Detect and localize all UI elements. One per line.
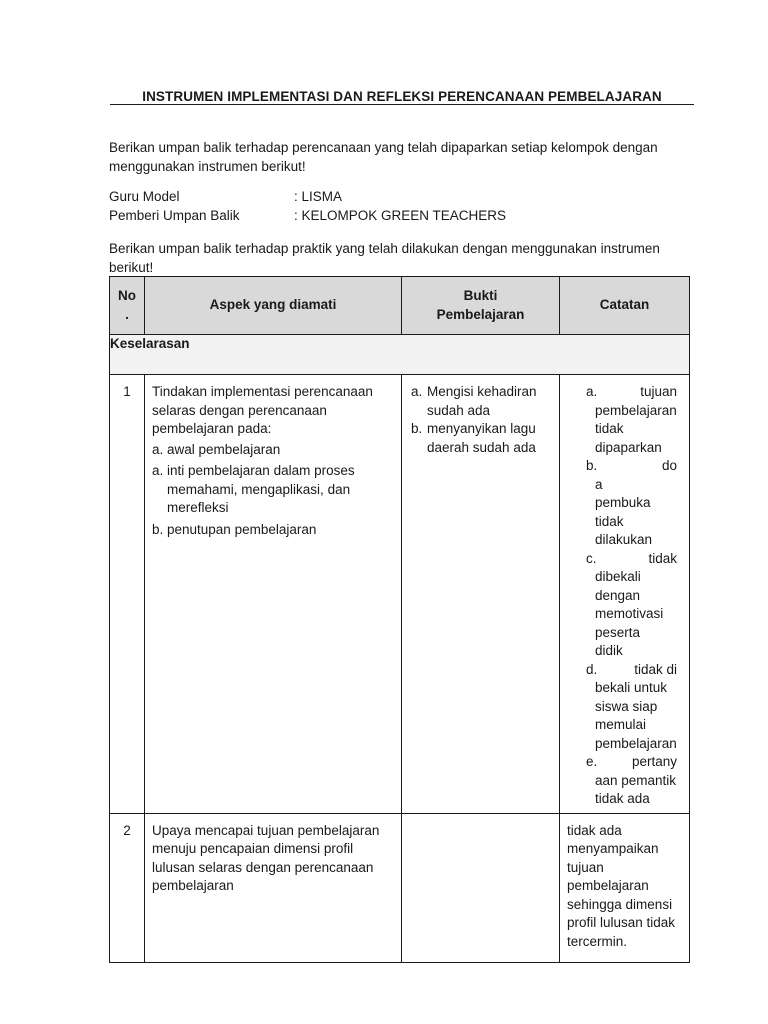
list-item-text: dengan: [595, 587, 641, 603]
list-item-text: pembelajaran: [595, 402, 677, 418]
list-item-text: siswa siap: [595, 698, 658, 714]
list-item: [566, 457, 683, 550]
list-item-text: bekali untuk: [595, 680, 668, 695]
list-item: [152, 441, 395, 460]
row2-number: 2: [110, 813, 145, 962]
title-underline: [110, 104, 694, 105]
list-item: [409, 383, 553, 420]
header-catatan-label: Catatan: [599, 297, 650, 313]
header-aspek: [145, 277, 402, 335]
list-item-text: penutupan pembelajaran: [167, 521, 317, 537]
table-row: [110, 375, 690, 814]
list-item-text: pembelajaran: [595, 735, 677, 751]
list-marker: c.: [586, 550, 597, 566]
list-item-text: tidak: [648, 550, 677, 566]
header-no: [110, 277, 145, 335]
header-bukti-label: Bukti Pembelajaran: [436, 288, 525, 322]
observation-table: [109, 276, 690, 963]
pemberi-umpan-balik-value: : KELOMPOK GREEN TEACHERS: [294, 208, 507, 223]
list-marker: e.: [586, 754, 598, 769]
list-item-text: menyanyikan lagu daerah sudah ada: [427, 421, 536, 455]
list-marker: b.: [586, 458, 598, 473]
list-item: [409, 420, 553, 457]
row1-number: 1: [110, 375, 145, 814]
list-marker: a.: [586, 384, 598, 399]
intro-paragraph: Berikan umpan balik terhadap perencanaan yang telah dipaparkan setiap kelompok dengan menggunakan instrumen berikut!: [109, 140, 658, 174]
list-marker: b.: [152, 521, 164, 537]
list-marker: a.: [152, 463, 164, 478]
list-item-text: awal pembelajaran: [167, 441, 281, 457]
section-row: [110, 335, 690, 375]
list-item-text: dipaparkan: [595, 439, 662, 455]
list-item-text: tidak: [595, 513, 624, 529]
row2-aspek: Upaya mencapai tujuan pembelajaran menuju pencapaian dimensi profil lulusan selaras dengan perencanaan pembelajaran: [145, 813, 402, 962]
list-item-text: Mengisi kehadiran sudah ada: [427, 384, 537, 418]
list-item-text: inti pembelajaran dalam proses memahami, mengaplikasi, dan merefleksi: [167, 463, 355, 515]
list-marker: d.: [586, 661, 598, 677]
list-item: [566, 661, 683, 754]
list-item-text: tidak ada: [595, 791, 650, 806]
guru-model-value: : LISMA: [294, 189, 343, 204]
list-item: [152, 462, 395, 518]
row1-bukti: [402, 375, 560, 814]
list-marker: b.: [411, 421, 423, 436]
list-item-text: memulai: [595, 717, 647, 732]
table-row: [110, 813, 690, 962]
list-item-text: pertany: [631, 754, 677, 769]
list-item-text: aan pemantik: [595, 772, 677, 788]
list-item-text: tidak di: [634, 661, 677, 677]
row1-aspek-intro: Tindakan implementasi perencanaan selaras dengan perencanaan pembelajaran pada:: [152, 384, 373, 436]
row2-catatan: tidak ada menyampaikan tujuan pembelajaran sehingga dimensi profil lulusan tidak tercermin.: [560, 813, 690, 962]
list-item-text: tidak: [595, 421, 624, 436]
list-item: [566, 383, 683, 457]
list-marker: a.: [152, 441, 164, 457]
list-item-text: dilakukan: [595, 532, 653, 547]
row1-catatan: [560, 375, 690, 814]
list-item-text: a: [595, 476, 603, 492]
list-item-text: memotivasi: [595, 606, 664, 621]
list-item: [152, 521, 395, 540]
guru-model-label: Guru Model: [109, 189, 180, 204]
list-item-text: pembuka: [595, 495, 651, 510]
document-title: INSTRUMEN IMPLEMENTASI DAN REFLEKSI PERENCANAAN PEMBELAJARAN: [142, 89, 662, 104]
row1-catatan-list: [566, 383, 683, 809]
header-no-label: No .: [118, 288, 136, 322]
list-item-text: tujuan: [640, 384, 677, 399]
instruction-paragraph: Berikan umpan balik terhadap praktik yang telah dilakukan dengan menggunakan instrumen berikut!: [109, 241, 660, 275]
section-keselarasan: Keselarasan: [110, 335, 690, 375]
header-catatan: [560, 277, 690, 335]
list-item-text: dibekali: [595, 569, 641, 584]
row1-aspek: [145, 375, 402, 814]
header-bukti: [402, 277, 560, 335]
list-marker: a.: [411, 384, 423, 399]
pemberi-umpan-balik-label: Pemberi Umpan Balik: [109, 208, 240, 223]
row2-bukti: [402, 813, 560, 962]
list-item-text: didik: [595, 643, 623, 658]
list-item: [566, 753, 683, 809]
list-item-text: peserta: [595, 624, 641, 640]
table-header-row: [110, 277, 690, 335]
row1-aspek-list: [152, 441, 395, 540]
list-item: [566, 550, 683, 661]
list-item-text: do: [661, 458, 677, 473]
header-aspek-label: Aspek yang diamati: [209, 297, 337, 313]
row1-bukti-list: [409, 383, 553, 457]
